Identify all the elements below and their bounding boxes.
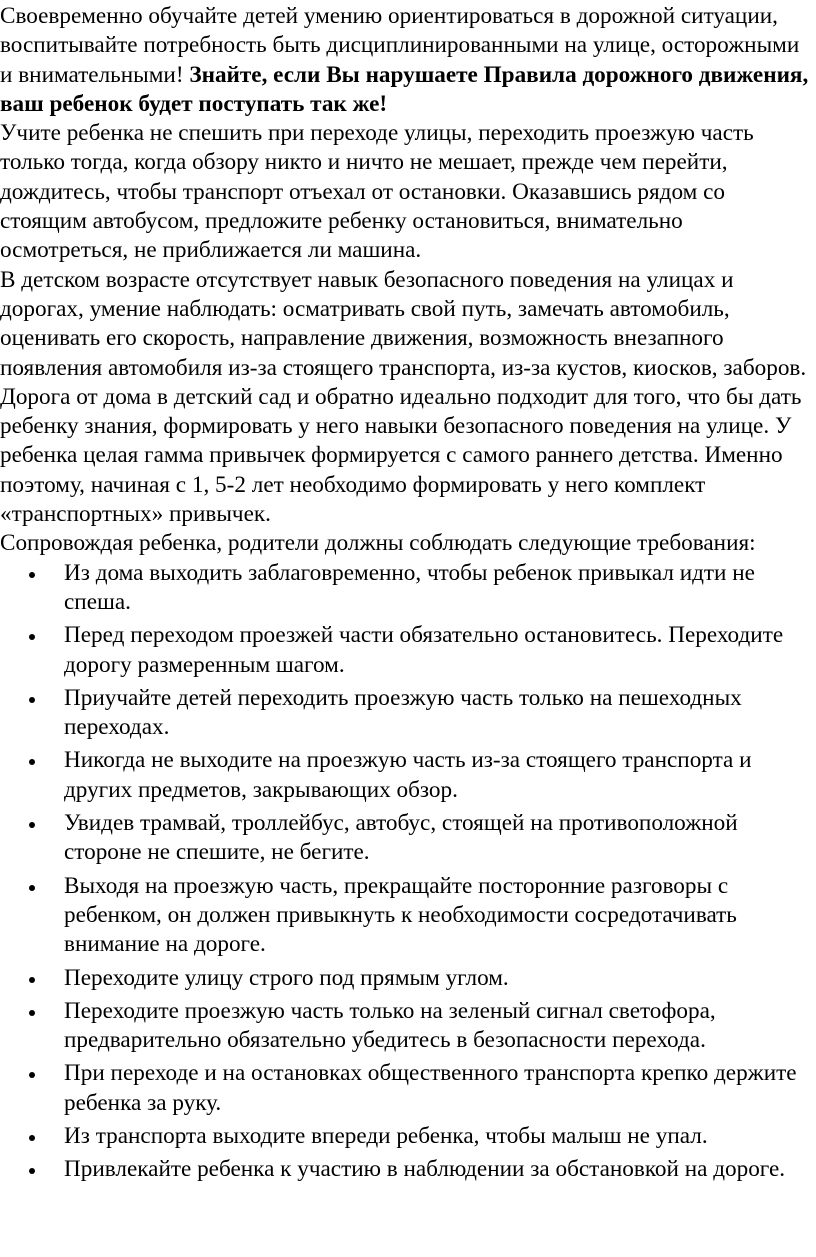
bullet-dot-icon [29, 885, 35, 891]
bullet-dot-icon [29, 697, 35, 703]
list-item [0, 809, 812, 868]
list-item [0, 621, 812, 680]
list-item-text: Увидев трамвай, троллейбус, автобус, стоящей на противоположной стороне не спешите, не бегите. [64, 810, 738, 866]
list-item-text: Приучайте детей переходить проезжую часть только на пешеходных переходах. [64, 684, 742, 741]
list-item-text: Из дома выходить заблаговременно, чтобы ребенок привыкал идти не спеша. [64, 559, 755, 615]
bullet-dot-icon [29, 634, 35, 640]
bullet-dot-icon [29, 1010, 35, 1016]
bullet-dot-icon [29, 1072, 35, 1078]
bullet-dot-icon [29, 572, 35, 578]
list-item-text: Привлекайте ребенка к участию в наблюдении за обстановкой на дороге. [64, 1156, 786, 1183]
list-item-text: При переходе и на остановках общественного транспорта крепко держите ребенка за руку. [64, 1060, 797, 1116]
list-item [0, 559, 812, 618]
crossing-advice-paragraph: Учите ребенка не спешить при переходе улицы, переходить проезжую часть только тогда, когда обзору никто и ничто не мешает, прежде чем перейти, дождитесь, чтобы транспорт отъехал от остановки. Оказавшись рядом со стоящим автобусом, предложите ребенку остановиться, внимательно осмотреться, не приближается ли машина. [0, 120, 754, 264]
bullet-dot-icon [29, 1168, 35, 1174]
list-item [0, 684, 812, 743]
intro-bold-warning: Знайте, если Вы нарушаете Правила дорожного движения, ваш ребенок будет поступать так же! [0, 61, 809, 117]
list-item-text: Никогда не выходите на проезжую часть из-за стоящего транспорта и других предметов, закрывающих обзор. [64, 747, 752, 803]
list-item [0, 872, 812, 960]
list-item-text: Перед переходом проезжей части обязательно остановитесь. Переходите дорогу размеренным шагом. [64, 622, 784, 678]
bullet-dot-icon [29, 822, 35, 828]
list-item [0, 746, 812, 805]
list-item [0, 964, 812, 993]
requirements-list [0, 559, 812, 1185]
bullet-dot-icon [29, 1135, 35, 1141]
list-item-text: Выходя на проезжую часть, прекращайте посторонние разговоры с ребенком, он должен привыкнуть к необходимости сосредотачивать внимание на дороге. [64, 872, 737, 958]
kindergarten-route-paragraph: Дорога от дома в детский сад и обратно идеально подходит для того, что бы дать ребенку знания, формировать у него навыки безопасного поведения на улице. У ребенка целая гамма привычек формируется с самого раннего детства. Именно поэтому, начиная с 1, 5-2 лет необходимо формировать у него комплект «транспортных» привычек. [0, 383, 802, 528]
list-item [0, 1155, 812, 1184]
list-item-text: Из транспорта выходите впереди ребенка, чтобы малыш не упал. [64, 1122, 708, 1149]
list-item-text: Переходите улицу строго под прямым углом. [64, 964, 509, 991]
bullet-dot-icon [29, 759, 35, 765]
intro-text: Своевременно обучайте детей умению ориентироваться в дорожной ситуации, воспитывайте потребность быть дисциплинированными на улице, осторожными и внимательными! [0, 3, 800, 88]
requirements-intro-paragraph: Сопровождая ребенка, родители должны соблюдать следующие требования: [0, 530, 756, 557]
list-item-text: Переходите проезжую часть только на зеленый сигнал светофора, предварительно обязательно убедитесь в безопасности перехода. [64, 997, 716, 1054]
list-item [0, 1059, 812, 1118]
bullet-dot-icon [29, 977, 35, 983]
childhood-skills-paragraph: В детском возрасте отсутствует навык безопасного поведения на улицах и дорогах, умение наблюдать: осматривать свой путь, замечать автомобиль, оценивать его скорость, направление движения, возможность внезапного появления автомобиля из-за стоящего транспорта, из-за кустов, киосков, заборов. [0, 266, 807, 381]
list-item [0, 1122, 812, 1151]
intro-paragraph [0, 2, 812, 119]
list-item [0, 997, 812, 1056]
